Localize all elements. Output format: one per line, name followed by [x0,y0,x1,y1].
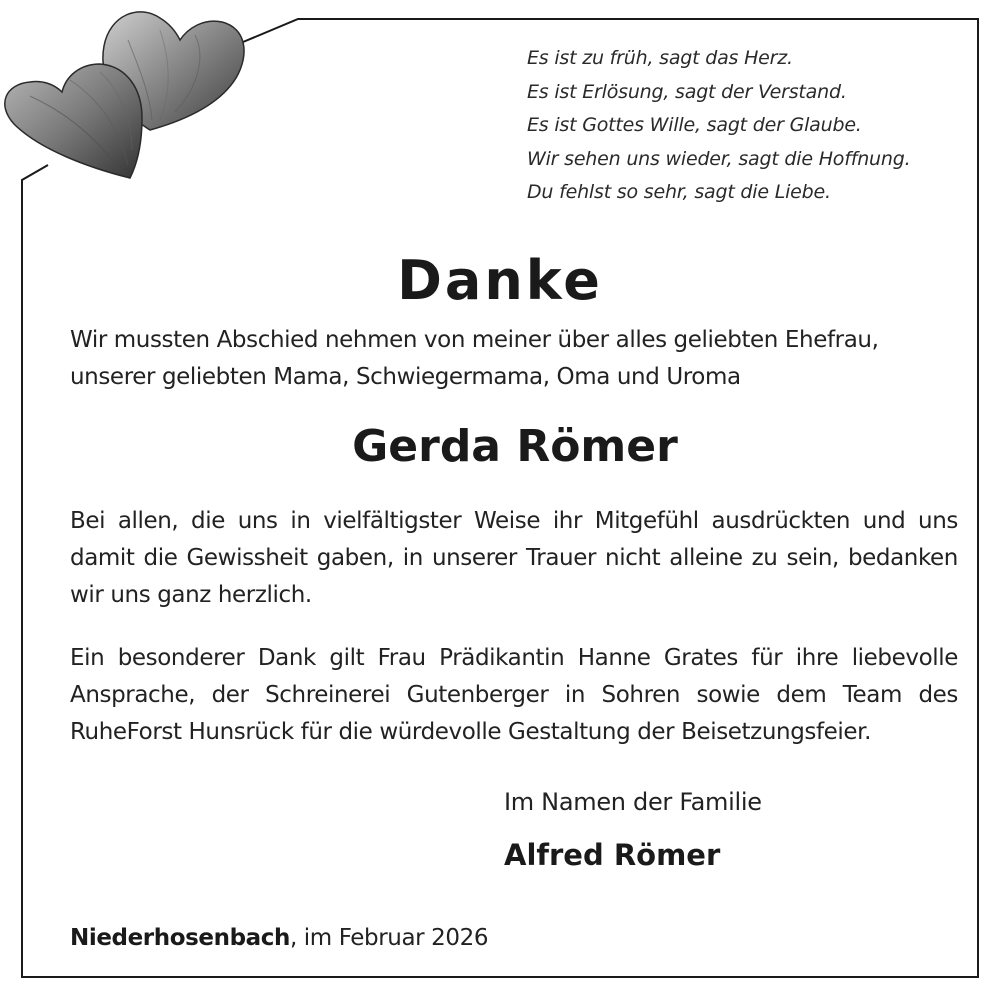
poem-line: Wir sehen uns wieder, sagt die Hoffnung. [527,147,911,170]
place-date-line [70,920,488,956]
poem-line: Es ist Erlösung, sagt der Verstand. [527,80,847,103]
intro-line: unserer geliebten Mama, Schwiegermama, Oma und Uroma [70,364,741,390]
wooden-hearts-image [0,0,250,190]
poem-line: Es ist Gottes Wille, sagt der Glaube. [527,114,862,136]
poem [527,42,967,210]
signature-name: Alfred Römer [504,838,721,872]
poem-line: Du fehlst so sehr, sagt die Liebe. [527,181,831,203]
signature-preamble: Im Namen der Familie [504,788,762,816]
heart-front-icon [5,64,142,178]
page-title: Danke [397,249,603,312]
date-text: , im Februar 2026 [289,925,489,951]
intro-text [70,322,958,396]
place-name: Niederhosenbach [70,925,290,951]
intro-line: Wir mussten Abschied nehmen von meiner über alles geliebten Ehefrau, [70,327,879,353]
deceased-name: Gerda Römer [352,421,678,472]
poem-line: Es ist zu früh, sagt das Herz. [527,47,793,69]
thanks-paragraph: Bei allen, die uns in vielfältigster Weise ihr Mitgefühl ausdrückten und uns damit die Gewissheit gaben, in unserer Trauer nicht alleine zu sein, bedanken wir uns ganz herzlich. [70,508,958,608]
special-thanks-paragraph: Ein besonderer Dank gilt Frau Prädikantin Hanne Grates für ihre liebevolle Ansprache, der Schreinerei Gutenberger in Sohren sowie dem Team des RuheForst Hunsrück für die würdevolle Gestaltung der Beisetzungsfeier. [70,645,958,745]
